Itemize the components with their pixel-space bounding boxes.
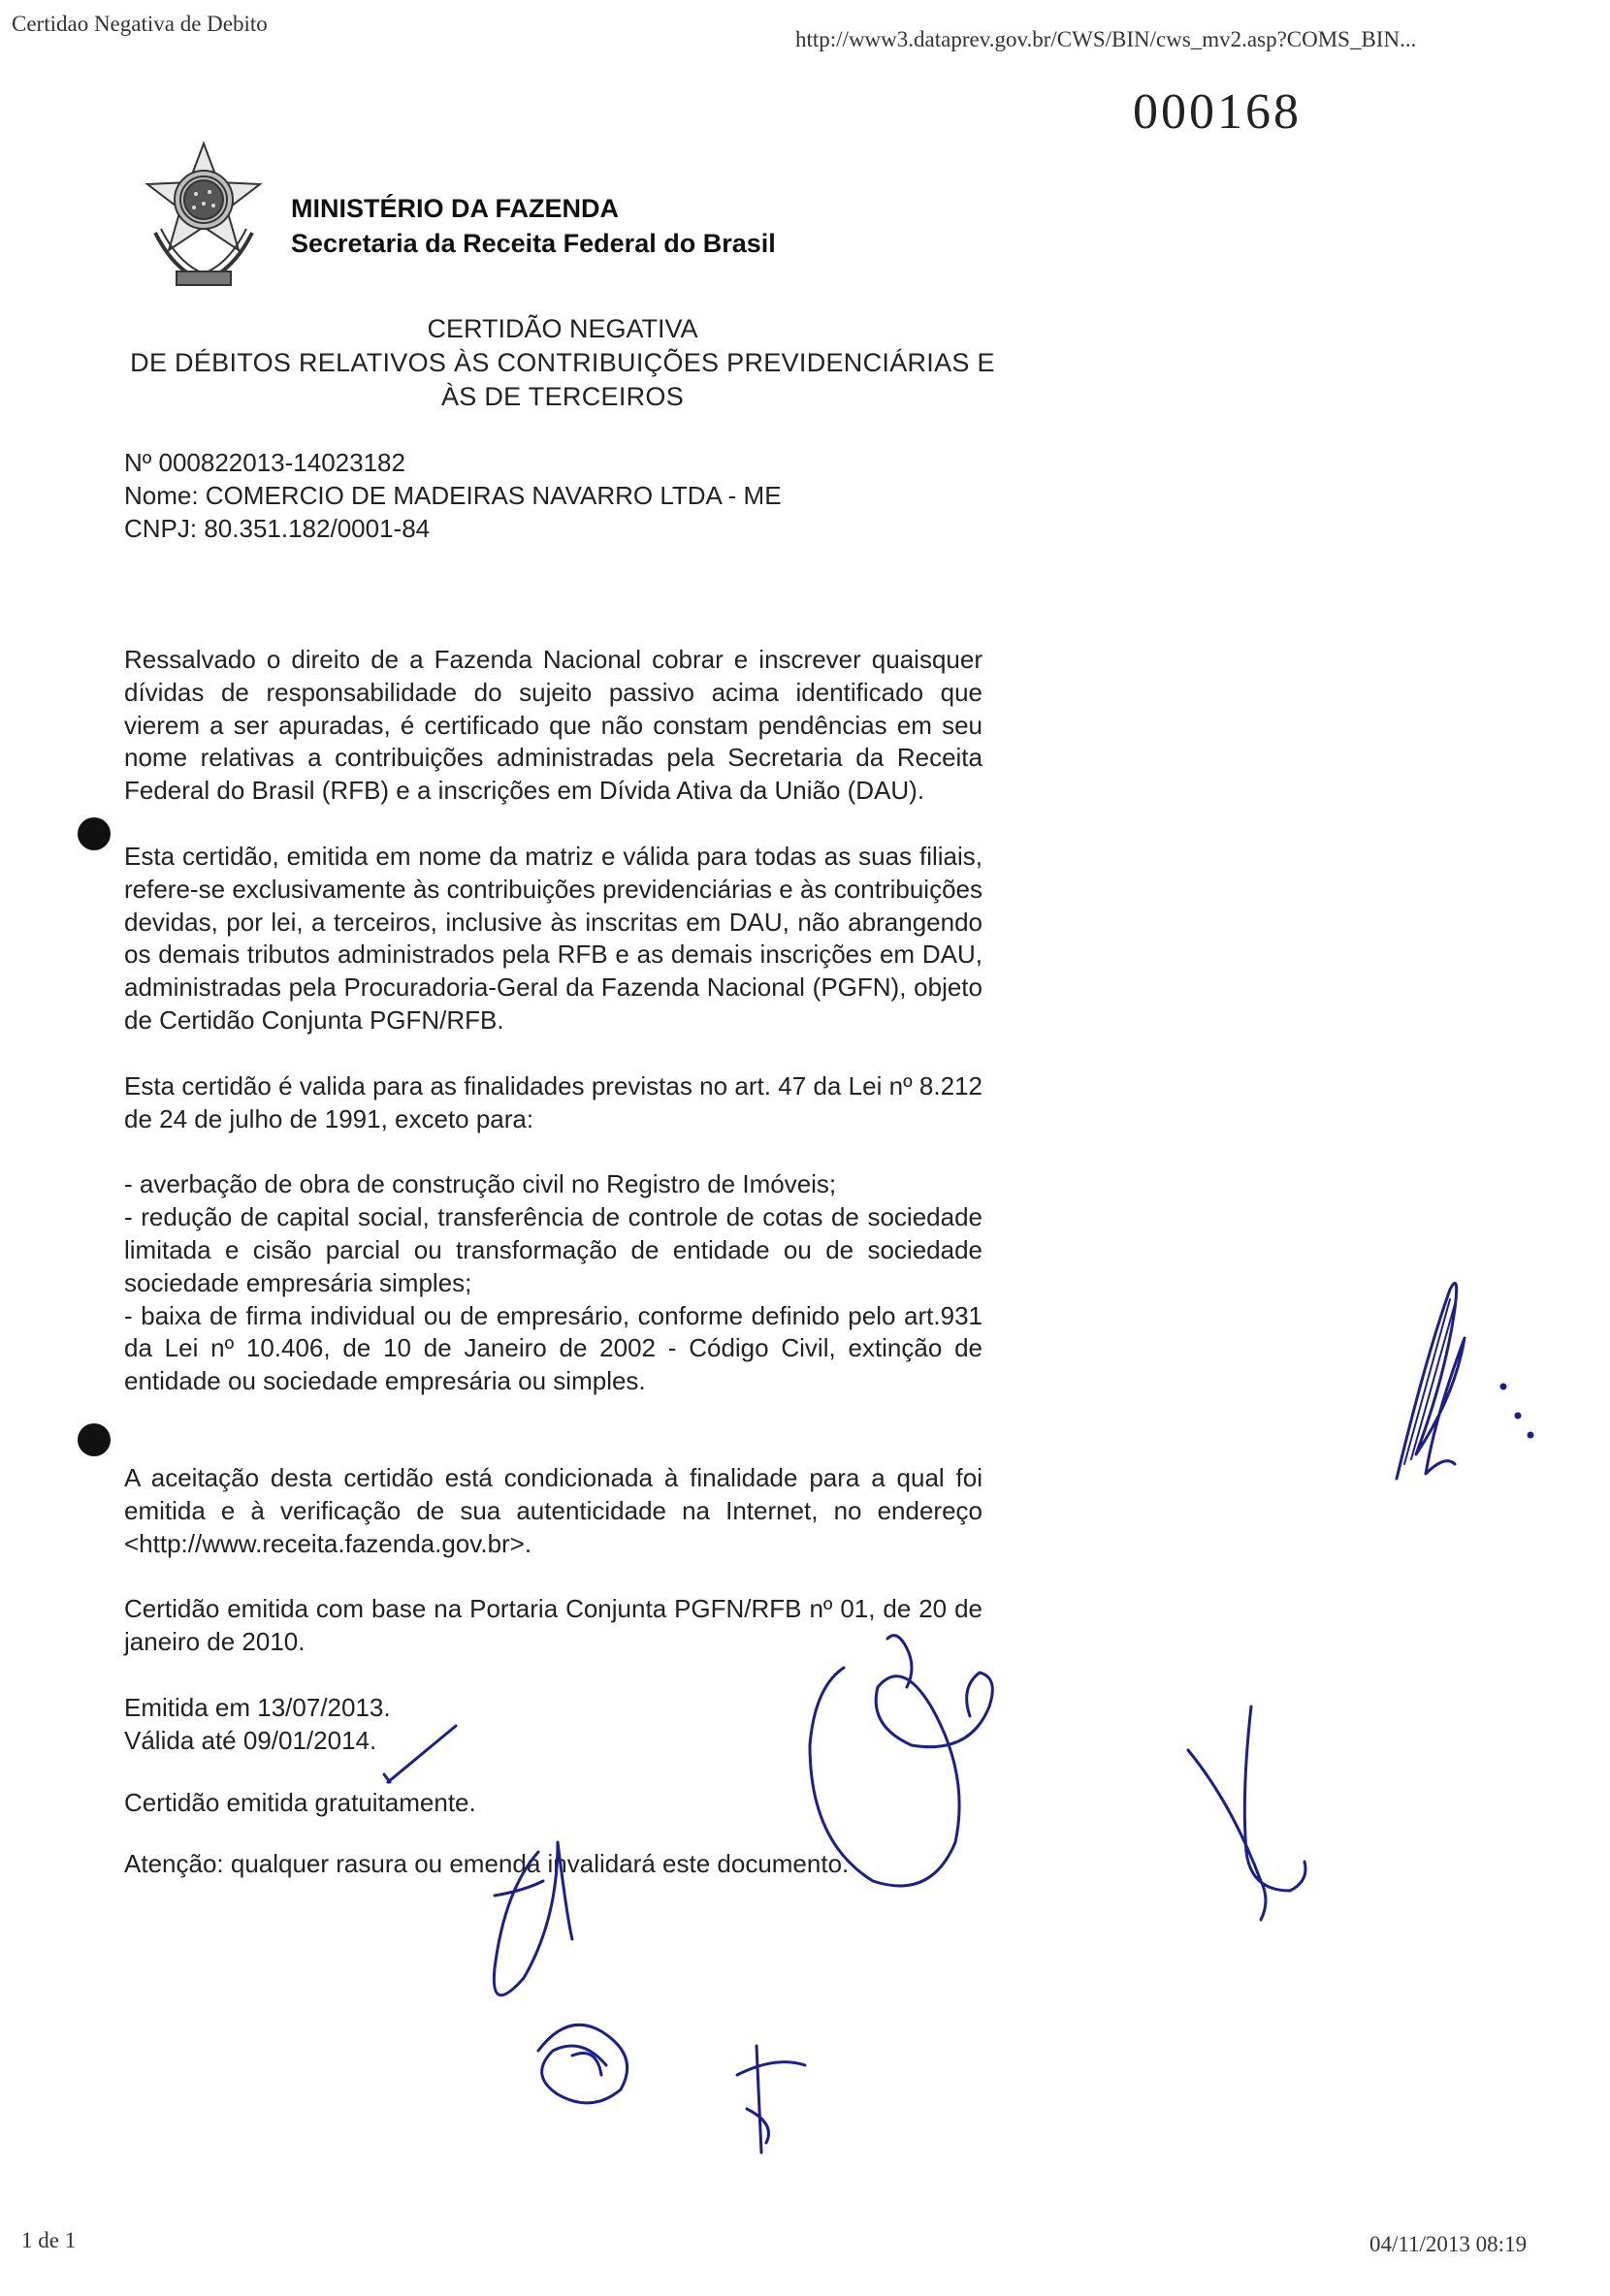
secretariat-name: Secretaria da Receita Federal do Brasil bbox=[291, 229, 776, 258]
ministry-name: MINISTÉRIO DA FAZENDA bbox=[291, 194, 620, 223]
free-issuance-note: Certidão emitida gratuitamente. bbox=[124, 1787, 476, 1817]
paragraph-acceptance: A aceitação desta certidão está condicionada à finalidade para a qual foi emitida e à verificação de sua autenticidade na Internet, no endereço <http://www.receita.fazenda.gov.br>. bbox=[124, 1462, 982, 1558]
certificate-subtitle-line1: DE DÉBITOS RELATIVOS ÀS CONTRIBUIÇÕES PREVIDENCIÁRIAS E bbox=[130, 348, 995, 377]
signature-center-loop bbox=[810, 1668, 992, 1886]
exception-item-3: - baixa de firma individual ou de empresário, conforme definido pelo art.931 da Lei nº 10.406, de 10 de Janeiro de 2002 - Código Civil, extinção de entidade ou sociedade empresária ou simples. bbox=[124, 1300, 982, 1396]
footer-datetime: 04/11/2013 08:19 bbox=[1369, 2232, 1528, 2256]
exception-item-2: - redução de capital social, transferência de controle de cotas de sociedade limitada e cisão parcial ou transformação de entidade ou de sociedade sociedade empresária simples; bbox=[124, 1202, 982, 1297]
exception-item-1: - averbação de obra de construção civil no Registro de Imóveis; bbox=[124, 1169, 837, 1199]
header-url: http://www3.dataprev.gov.br/CWS/BIN/cws_mv2.asp?COMS_BIN... bbox=[795, 27, 1417, 51]
paragraph-validity: Esta certidão é valida para as finalidades previstas no art. 47 da Lei nº 8.212 de 24 de julho de 1991, exceto para: bbox=[124, 1070, 982, 1133]
paragraph-disclaimer: Ressalvado o direito de a Fazenda Nacional cobrar e inscrever quaisquer dívidas de responsabilidade do sujeito passivo acima identificado que vierem a ser apuradas, é certificado que não constam pendências em seu nome relativas a contribuições administradas pela Secretaria da Receita Federal do Brasil (RFB) e a inscrições em Dívida Ativa da União (DAU). bbox=[124, 645, 982, 806]
certificate-subtitle-line2: ÀS DE TERCEIROS bbox=[440, 382, 685, 411]
header-document-title: Certidao Negativa de Debito bbox=[12, 12, 268, 36]
signature-bottom-loop bbox=[494, 1842, 572, 1995]
certificate-title: CERTIDÃO NEGATIVA bbox=[427, 314, 698, 343]
stamp-number: 000168 bbox=[1133, 84, 1302, 140]
signature-right-initial bbox=[1397, 1283, 1465, 1479]
signature-right-scribble bbox=[1188, 1706, 1305, 1920]
company-name: Nome: COMERCIO DE MADEIRAS NAVARRO LTDA - ME bbox=[124, 481, 782, 510]
footer-page-number: 1 de 1 bbox=[21, 2228, 77, 2252]
issued-date: Emitida em 13/07/2013. bbox=[124, 1692, 391, 1722]
warning-note: Atenção: qualquer rasura ou emenda invalidará este documento. bbox=[124, 1849, 850, 1879]
paragraph-legal-basis: Certidão emitida com base na Portaria Conjunta PGFN/RFB nº 01, de 20 de janeiro de 2010. bbox=[124, 1594, 982, 1657]
company-cnpj: CNPJ: 80.351.182/0001-84 bbox=[124, 514, 431, 543]
paragraph-scope: Esta certidão, emitida em nome da matriz e válida para todas as suas filiais, refere-se exclusivamente às contribuições previdenciárias e às contribuições devidas, por lei, a terceiros, inclusive às inscritas em DAU, não abrangendo os demais tributos administrados pela RFB e as demais inscrições em DAU, administradas pela Procuradoria-Geral da Fazenda Nacional (PGFN), objeto de Certidão Conjunta PGFN/RFB. bbox=[124, 841, 982, 1035]
certificate-number: Nº 000822013-14023182 bbox=[124, 448, 405, 477]
valid-until-date: Válida até 09/01/2014. bbox=[124, 1725, 377, 1755]
